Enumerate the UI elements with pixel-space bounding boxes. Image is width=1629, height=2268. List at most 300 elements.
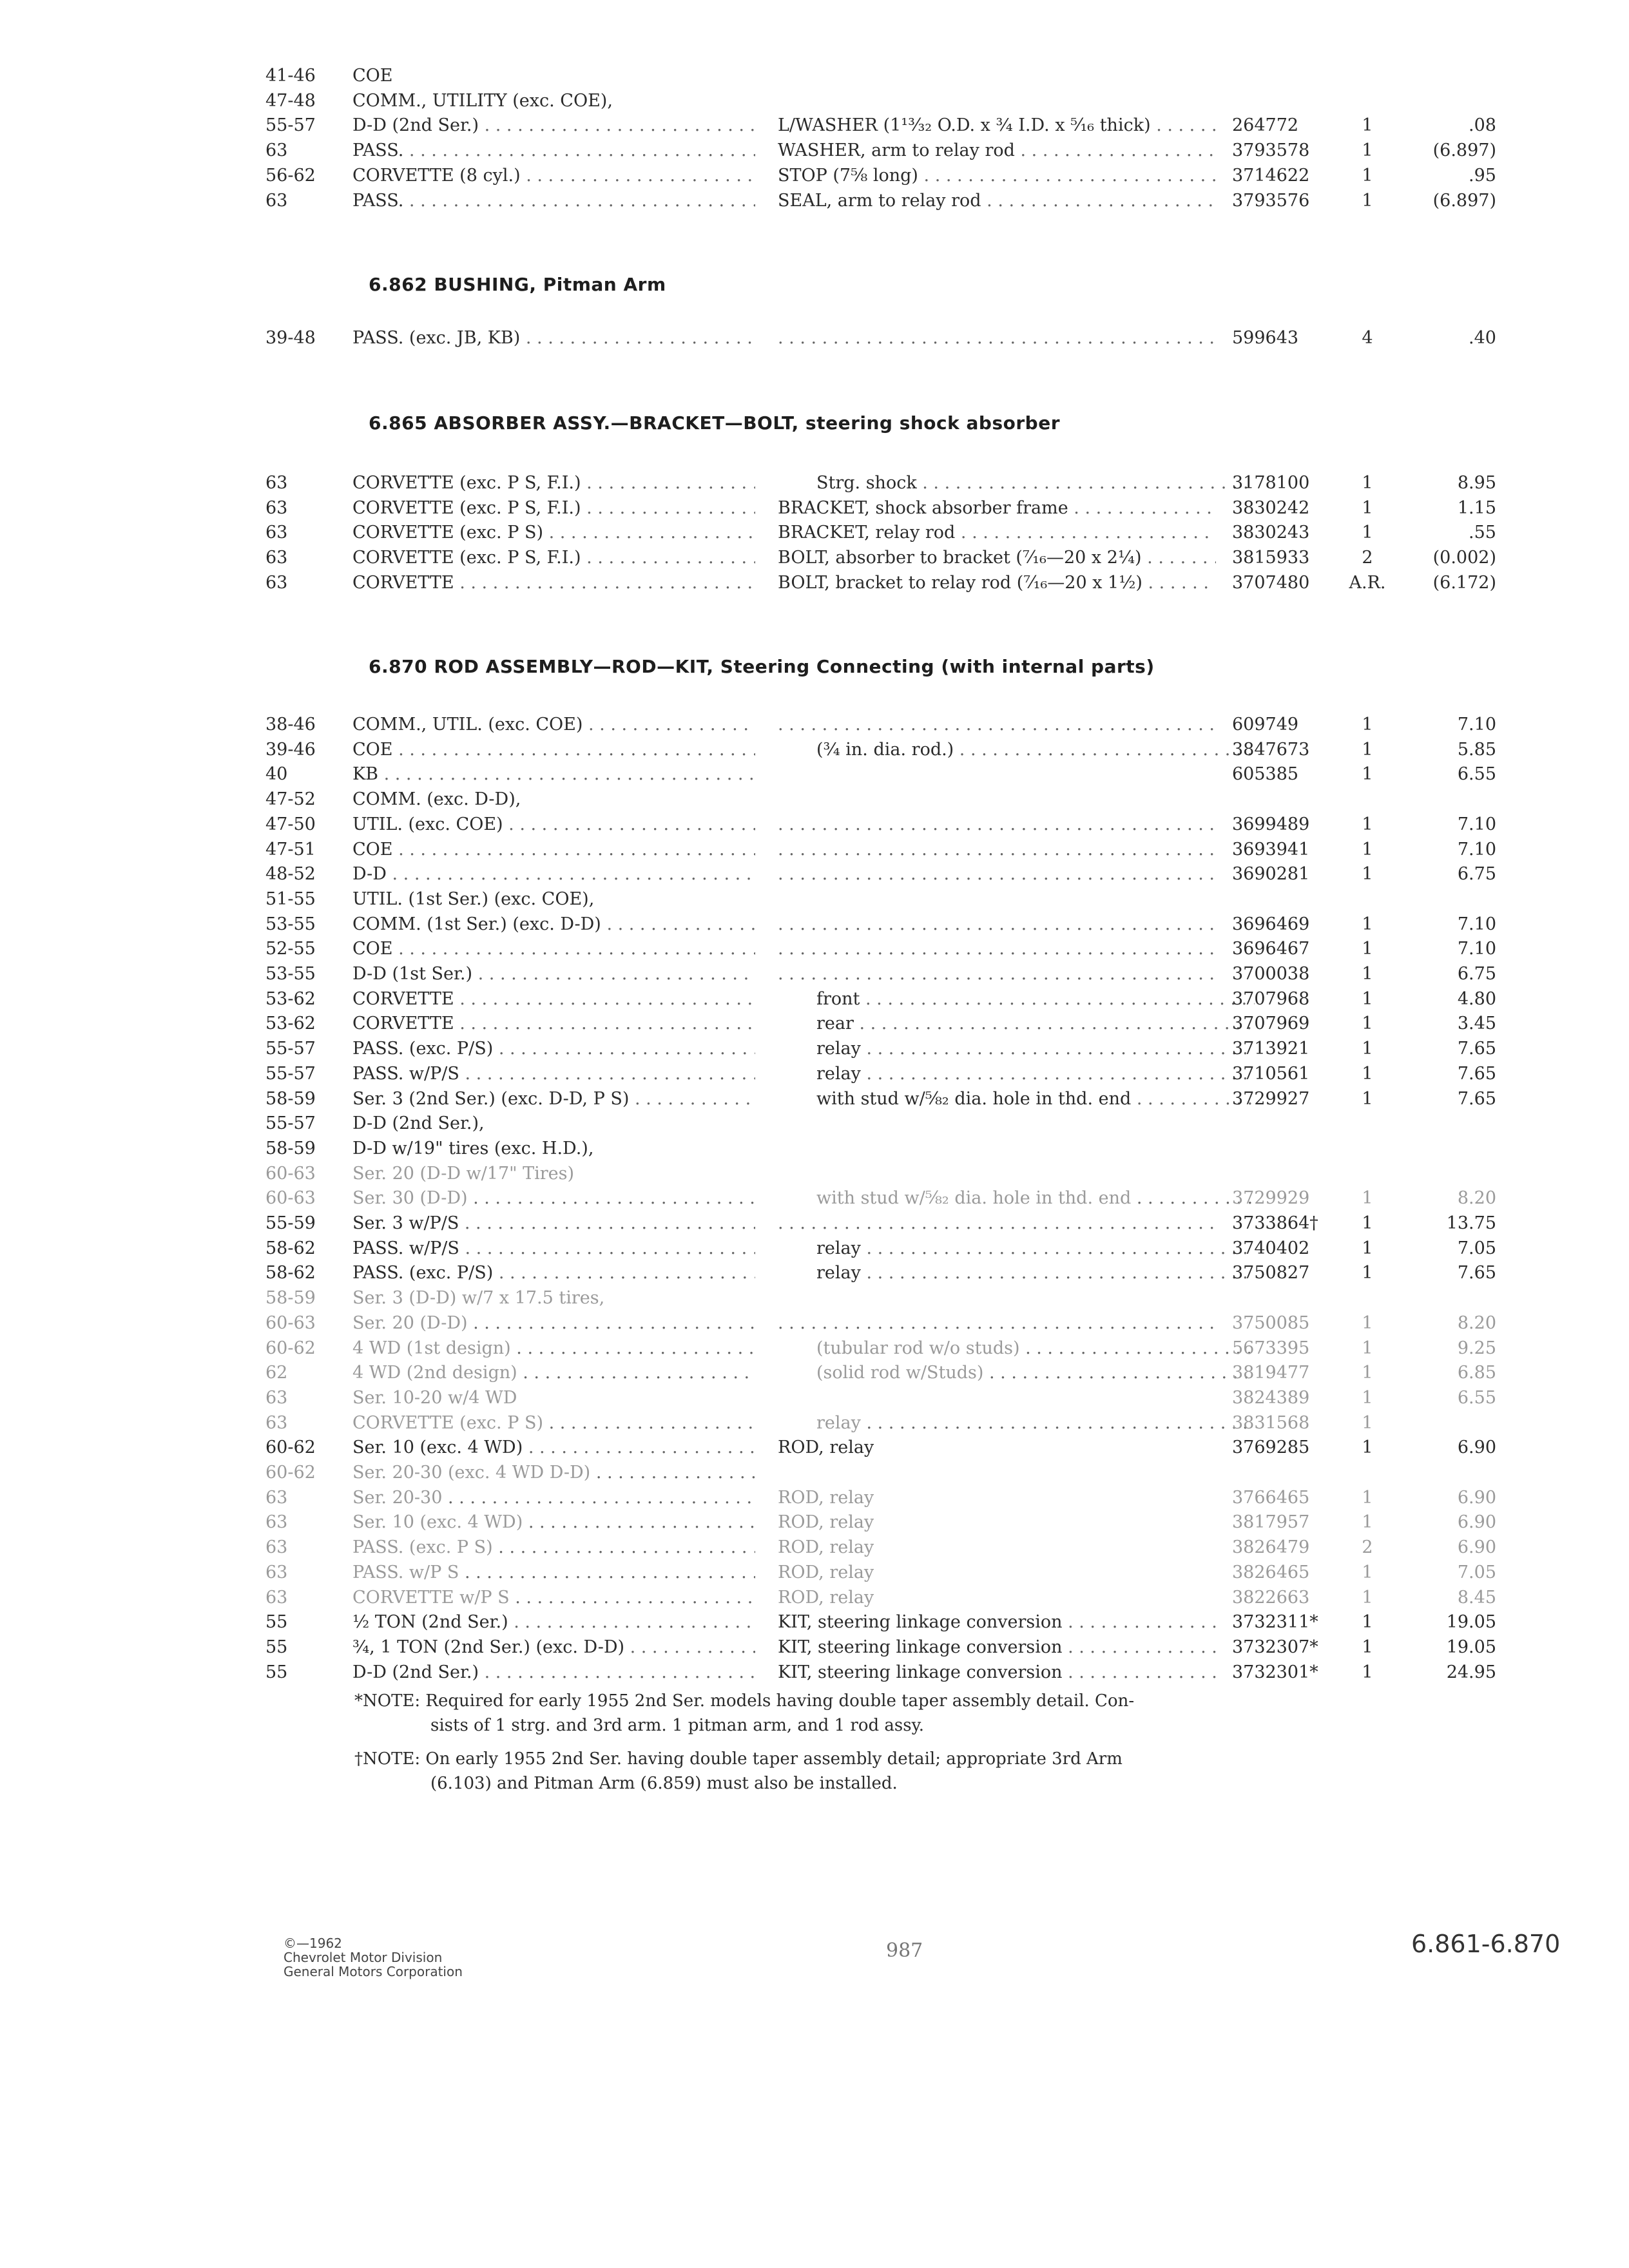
model-application: PASS. (exc. P S) . . . [352,1535,755,1561]
quantity: 1 [1362,497,1373,518]
quantity: 1 [1362,1263,1373,1283]
quantity: 1 [1362,473,1373,493]
part-number: 3699489 [1232,814,1310,834]
quantity: 1 [1362,140,1373,161]
copyright-corporation: General Motors Corporation [284,1964,463,1979]
model-years: 63 [265,190,288,211]
section-heading: 6.862 BUSHING, Pitman Arm [369,274,666,295]
part-number: 3713921 [1232,1039,1310,1059]
price: 6.55 [1457,1387,1496,1408]
model-application: D-D (2nd Ser.) . . . [352,1660,755,1686]
part-number: 3815933 [1232,548,1310,568]
price: 6.90 [1457,1487,1496,1508]
model-years: 63 [265,140,288,161]
parts-row [265,1385,1509,1411]
model-years: 58-62 [265,1263,316,1283]
quantity: 1 [1362,1213,1373,1233]
price: 7.65 [1457,1039,1496,1059]
parts-row [265,1560,1509,1586]
model-application: Ser. 20-30 . . . [352,1485,755,1511]
parts-row [265,1285,1509,1311]
quantity: 1 [1362,988,1373,1009]
price: 8.45 [1457,1587,1496,1608]
quantity: 1 [1362,1338,1373,1358]
model-years: 63 [265,523,288,543]
part-description: BRACKET, shock absorber frame . . . [778,495,1216,521]
parts-row [265,1336,1509,1361]
model-years: 41-46 [265,66,316,86]
part-description: ROD, relay [778,1487,874,1508]
part-number: 3766465 [1232,1487,1310,1508]
model-years: 58-62 [265,1238,316,1258]
section-range: 6.861-6.870 [1411,1930,1561,1958]
model-application: Ser. 3 (D-D) w/7 x 17.5 tires, [352,1288,605,1309]
part-number: 3696469 [1232,914,1310,934]
parts-row [265,1211,1509,1236]
part-number: 3831568 [1232,1412,1310,1433]
model-years: 55-57 [265,115,316,136]
model-application: D-D (2nd Ser.), [352,1113,485,1134]
model-application: D-D (2nd Ser.) . . . [352,113,755,139]
part-description: rear . . . [778,1011,1255,1037]
part-description [778,1311,1216,1336]
model-application: COMM. (exc. D-D), [352,789,521,810]
model-application: COE . . . [352,837,755,863]
parts-row [265,737,1509,763]
part-description [778,812,1216,838]
quantity: 1 [1362,1039,1373,1059]
price: 6.90 [1457,1537,1496,1558]
parts-row [265,138,1509,164]
quantity: 4 [1362,328,1373,348]
price: 6.75 [1457,864,1496,885]
model-years: 47-51 [265,839,316,860]
parts-row [265,1510,1509,1535]
quantity: 1 [1362,864,1373,885]
part-description: with stud w/⅝₂ dia. hole in thd. end . . . [778,1186,1255,1211]
part-number: 3793578 [1232,140,1310,161]
parts-row [265,63,1509,89]
price: 19.05 [1446,1612,1496,1633]
model-years: 55-57 [265,1063,316,1084]
model-years: 60-63 [265,1188,316,1209]
part-number: 3693941 [1232,839,1310,860]
price: 7.65 [1457,1263,1496,1283]
model-application: PASS. w/P/S . . . [352,1061,755,1087]
model-application: COMM., UTIL. (exc. COE) . . . [352,712,755,738]
part-description: (tubular rod w/o studs) . . . [778,1336,1255,1361]
model-application: PASS. (exc. P/S) . . . [352,1036,755,1062]
model-application: CORVETTE . . . [352,1011,755,1037]
model-application: Ser. 20 (D-D w/17" Tires) [352,1163,575,1184]
parts-row [265,887,1509,912]
part-description [778,712,1216,738]
price: 6.90 [1457,1512,1496,1533]
parts-row [265,961,1509,987]
part-number: 3707480 [1232,572,1310,593]
model-years: 39-48 [265,328,316,348]
copyright-block [284,1936,463,1979]
parts-row [265,1186,1509,1211]
parts-row [265,1660,1509,1686]
model-application: CORVETTE (exc. P S, F.I.) . . . [352,495,755,521]
part-number: 3732311* [1232,1612,1318,1633]
copyright-year: ©—1962 [284,1936,342,1951]
quantity: 1 [1362,1637,1373,1657]
part-number: 3824389 [1232,1387,1310,1408]
model-application: COE . . . [352,737,755,763]
price: (6.897) [1432,140,1496,161]
model-years: 63 [265,473,288,493]
price: .55 [1469,523,1496,543]
model-application: CORVETTE (8 cyl.) . . . [352,163,755,189]
part-number: 3750085 [1232,1312,1310,1333]
quantity: 1 [1362,1088,1373,1109]
part-number: 3710561 [1232,1063,1310,1084]
price: .95 [1469,165,1496,186]
quantity: 1 [1362,1587,1373,1608]
model-application: Ser. 30 (D-D) . . . [352,1186,755,1211]
model-application: COE [352,66,393,86]
part-description [778,837,1216,863]
part-number: 264772 [1232,115,1299,136]
model-years: 58-59 [265,1088,316,1109]
part-number: 3826465 [1232,1562,1310,1582]
part-description: relay . . . [778,1036,1255,1062]
price: 6.55 [1457,764,1496,785]
parts-row [265,861,1509,887]
quantity: 2 [1362,1537,1373,1558]
parts-row [265,88,1509,114]
section-heading: 6.870 ROD ASSEMBLY—ROD—KIT, Steering Connecting (with internal parts) [369,656,1155,677]
price: 7.10 [1457,939,1496,959]
price: 9.25 [1457,1338,1496,1358]
model-application: Ser. 3 w/P/S . . . [352,1211,755,1236]
part-description: front . . . [778,986,1255,1012]
model-years: 55 [265,1612,288,1633]
model-application: ½ TON (2nd Ser.) . . . [352,1610,755,1635]
quantity: 1 [1362,1063,1373,1084]
part-number: 3817957 [1232,1512,1310,1533]
model-application: ¾, 1 TON (2nd Ser.) (exc. D-D) . . . [352,1635,755,1660]
quantity: 1 [1362,764,1373,785]
parts-row [265,1260,1509,1286]
part-number: 3714622 [1232,165,1310,186]
model-application: COMM., UTILITY (exc. COE), [352,90,613,111]
model-application: UTIL. (1st Ser.) (exc. COE), [352,889,595,909]
parts-row [265,1236,1509,1262]
model-years: 60-63 [265,1163,316,1184]
parts-row [265,1585,1509,1611]
model-application: CORVETTE (exc. P S, F.I.) . . . [352,545,755,571]
quantity: 1 [1362,1562,1373,1582]
footnote-line: sists of 1 strg. and 3rd arm. 1 pitman arm, and 1 rod assy. [430,1716,925,1735]
part-description: ROD, relay [778,1437,874,1458]
price: 8.95 [1457,473,1496,493]
part-description: WASHER, arm to relay rod . . . [778,138,1216,164]
model-years: 47-48 [265,90,316,111]
part-number: 3707968 [1232,988,1310,1009]
quantity: 1 [1362,1188,1373,1209]
model-application: KB . . . [352,762,755,787]
parts-row [265,912,1509,937]
part-number: 3690281 [1232,864,1310,885]
model-application: Ser. 10 (exc. 4 WD) . . . [352,1435,755,1461]
parts-row [265,113,1509,139]
quantity: 1 [1362,523,1373,543]
part-description [778,936,1216,962]
model-years: 48-52 [265,864,316,885]
part-description: KIT, steering linkage conversion . . . [778,1610,1216,1635]
model-years: 63 [265,1537,288,1558]
part-number: 3700038 [1232,964,1310,984]
footnote-line: *NOTE: Required for early 1955 2nd Ser. models having double taper assembly detail. Con- [354,1691,1135,1711]
price: .40 [1469,328,1496,348]
model-application: CORVETTE w/P S . . . [352,1585,755,1611]
parts-row [265,1011,1509,1037]
part-description: SEAL, arm to relay rod . . . [778,188,1216,214]
quantity: 1 [1362,115,1373,136]
part-number: 605385 [1232,764,1299,785]
part-number: 3740402 [1232,1238,1310,1258]
model-years: 63 [265,572,288,593]
model-years: 63 [265,1562,288,1582]
part-number: 3707969 [1232,1014,1310,1034]
parts-row [265,712,1509,738]
model-years: 60-62 [265,1338,316,1358]
quantity: 2 [1362,548,1373,568]
part-number: 3750827 [1232,1263,1310,1283]
part-number: 3819477 [1232,1363,1310,1383]
quantity: 1 [1362,1238,1373,1258]
model-years: 63 [265,1487,288,1508]
section-heading: 6.865 ABSORBER ASSY.—BRACKET—BOLT, steering shock absorber [369,412,1060,434]
parts-row [265,495,1509,521]
price: 19.05 [1446,1637,1496,1657]
parts-row [265,1360,1509,1386]
part-number: 3729929 [1232,1188,1310,1209]
model-years: 47-50 [265,814,316,834]
price: (6.897) [1432,190,1496,211]
parts-row [265,1635,1509,1660]
part-description: relay . . . [778,1236,1255,1262]
model-years: 47-52 [265,789,316,810]
model-years: 40 [265,764,288,785]
price: 6.85 [1457,1363,1496,1383]
quantity: 1 [1362,1387,1373,1408]
parts-row [265,1086,1509,1112]
model-years: 53-55 [265,914,316,934]
parts-row [265,188,1509,214]
quantity: 1 [1362,1612,1373,1633]
model-years: 53-62 [265,1014,316,1034]
quantity: 1 [1362,1363,1373,1383]
model-application: Ser. 10 (exc. 4 WD) . . . [352,1510,755,1535]
model-application: UTIL. (exc. COE) . . . [352,812,755,838]
part-description: ROD, relay [778,1587,874,1608]
copyright-division: Chevrolet Motor Division [284,1950,443,1965]
part-description: BRACKET, relay rod . . . [778,520,1216,546]
model-application: 4 WD (2nd design) . . . [352,1360,755,1386]
model-application: 4 WD (1st design) . . . [352,1336,755,1361]
price: 7.10 [1457,839,1496,860]
model-years: 55 [265,1662,288,1682]
model-years: 56-62 [265,165,316,186]
part-description: (solid rod w/Studs) . . . [778,1360,1255,1386]
part-number: 3822663 [1232,1587,1310,1608]
part-description: BOLT, bracket to relay rod (⁷⁄₁₆—20 x 1½) . . . [778,570,1216,596]
parts-row [265,325,1509,351]
quantity: 1 [1362,1312,1373,1333]
part-description: L/WASHER (1¹³⁄₃₂ O.D. x ¾ I.D. x ⁵⁄₁₆ thick) . . . [778,113,1216,139]
price: 3.45 [1457,1014,1496,1034]
parts-row [265,1435,1509,1461]
price: (0.002) [1432,548,1496,568]
part-number: 3830243 [1232,523,1310,543]
parts-row [265,762,1509,787]
parts-row [265,1111,1509,1137]
quantity: 1 [1362,715,1373,735]
part-description [778,961,1216,987]
model-application: PASS. (exc. P/S) . . . [352,1260,755,1286]
part-number: 3847673 [1232,739,1310,760]
quantity: 1 [1362,1662,1373,1682]
parts-row [265,1485,1509,1511]
page-number: 987 [886,1939,923,1962]
model-years: 53-55 [265,964,316,984]
part-number: 3732301* [1232,1662,1318,1682]
quantity: 1 [1362,165,1373,186]
quantity: 1 [1362,814,1373,834]
quantity: 1 [1362,1512,1373,1533]
model-years: 52-55 [265,939,316,959]
quantity: 1 [1362,1487,1373,1508]
model-years: 60-62 [265,1437,316,1458]
model-years: 55-57 [265,1113,316,1134]
part-number: 3830242 [1232,497,1310,518]
model-years: 55 [265,1637,288,1657]
parts-row [265,787,1509,812]
model-application: D-D . . . [352,861,755,887]
price: 6.75 [1457,964,1496,984]
parts-row [265,1161,1509,1187]
price: 5.85 [1457,739,1496,760]
part-description: relay . . . [778,1410,1255,1436]
part-number: 3769285 [1232,1437,1310,1458]
part-number: 3729927 [1232,1088,1310,1109]
parts-row [265,545,1509,571]
model-application: PASS. w/P/S . . . [352,1236,755,1262]
price: 8.20 [1457,1312,1496,1333]
price: 7.10 [1457,914,1496,934]
model-years: 39-46 [265,739,316,760]
part-description: Strg. shock . . . [778,470,1255,496]
model-application: CORVETTE (exc. P S) . . . [352,1410,755,1436]
part-description: relay . . . [778,1061,1255,1087]
model-years: 63 [265,1587,288,1608]
model-application: CORVETTE . . . [352,986,755,1012]
part-description: (¾ in. dia. rod.) . . . [778,737,1255,763]
parts-row [265,986,1509,1012]
quantity: 1 [1362,839,1373,860]
model-application: D-D w/19" tires (exc. H.D.), [352,1138,594,1158]
footnote-line: †NOTE: On early 1955 2nd Ser. having double taper assembly detail; appropriate 3rd Arm [354,1749,1123,1769]
quantity: 1 [1362,964,1373,984]
parts-row [265,520,1509,546]
part-description [778,1211,1216,1236]
part-description: with stud w/⅝₂ dia. hole in thd. end . . . [778,1086,1255,1112]
part-number: 599643 [1232,328,1299,348]
part-description: ROD, relay [778,1562,874,1582]
parts-row [265,1061,1509,1087]
parts-row [265,1136,1509,1162]
model-years: 60-62 [265,1463,316,1483]
model-years: 58-59 [265,1288,316,1309]
model-years: 58-59 [265,1138,316,1158]
price: 7.10 [1457,814,1496,834]
model-application: PASS. (exc. JB, KB) . . . [352,325,755,351]
model-application: CORVETTE . . . [352,570,755,596]
part-description: BOLT, absorber to bracket (⁷⁄₁₆—20 x 2¼) . . . [778,545,1216,571]
price: 7.10 [1457,715,1496,735]
model-application: Ser. 3 (2nd Ser.) (exc. D-D, P S) . . . [352,1086,755,1112]
price: 7.65 [1457,1063,1496,1084]
parts-row [265,1036,1509,1062]
part-description: STOP (7⅝ long) . . . [778,163,1216,189]
model-application: PASS. . . . [352,138,755,164]
parts-row [265,1610,1509,1635]
model-application: COE . . . [352,936,755,962]
quantity: A.R. [1349,572,1386,593]
parts-row [265,470,1509,496]
part-number: 3793576 [1232,190,1310,211]
parts-row [265,163,1509,189]
part-description [778,861,1216,887]
parts-row [265,936,1509,962]
model-years: 55-57 [265,1039,316,1059]
model-years: 63 [265,1412,288,1433]
model-years: 51-55 [265,889,316,909]
model-years: 55-59 [265,1213,316,1233]
price: 4.80 [1457,988,1496,1009]
part-description: KIT, steering linkage conversion . . . [778,1660,1216,1686]
model-years: 62 [265,1363,288,1383]
model-years: 53-62 [265,988,316,1009]
part-description: relay . . . [778,1260,1255,1286]
quantity: 1 [1362,190,1373,211]
part-number: 3732307* [1232,1637,1318,1657]
part-description [778,912,1216,937]
part-number: 3696467 [1232,939,1310,959]
quantity: 1 [1362,914,1373,934]
parts-row [265,1535,1509,1561]
price: 8.20 [1457,1188,1496,1209]
model-years: 63 [265,497,288,518]
price: 7.65 [1457,1088,1496,1109]
quantity: 1 [1362,1437,1373,1458]
model-application: Ser. 20-30 (exc. 4 WD D-D) . . . [352,1460,755,1486]
parts-row [265,1311,1509,1336]
quantity: 1 [1362,739,1373,760]
parts-row [265,1410,1509,1436]
part-number: 3826479 [1232,1537,1310,1558]
model-application: PASS. . . . [352,188,755,214]
parts-row [265,570,1509,596]
model-years: 63 [265,1387,288,1408]
model-application: CORVETTE (exc. P S) . . . [352,520,755,546]
price: 1.15 [1457,497,1496,518]
part-number: 5673395 [1232,1338,1310,1358]
